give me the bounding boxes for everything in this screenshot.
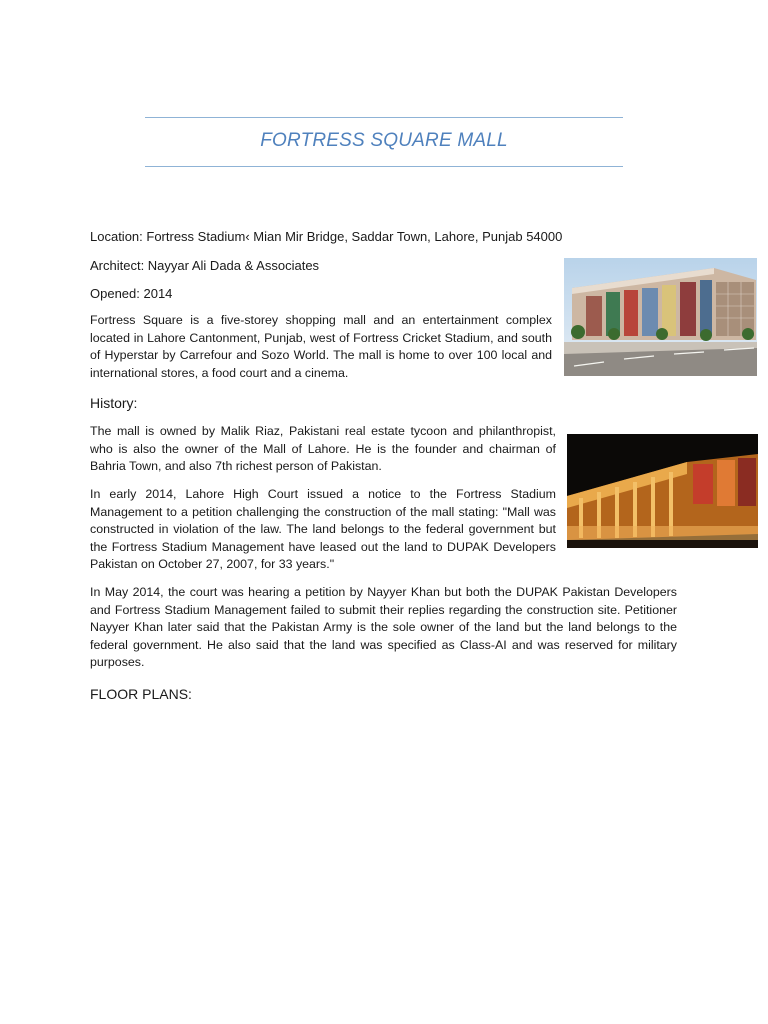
opened-line: Opened: 2014 [90, 286, 173, 301]
history-paragraph-1: The mall is owned by Malik Riaz, Pakistani real estate tycoon and philanthropist, who is also the owner of the Mall of Lahore. He is the founder and chairman of Bahria Town, and also 7th richest person of Pakistan. [90, 424, 556, 474]
title-rule-bottom [145, 166, 623, 167]
title-rule-top [145, 117, 623, 118]
mall-daytime-photo [564, 258, 757, 376]
location-line: Location: Fortress Stadium‹ Mian Mir Bridge, Saddar Town, Lahore, Punjab 54000 [90, 229, 563, 244]
history-paragraph-3: In May 2014, the court was hearing a petition by Nayyer Khan but both the DUPAK Pakistan Developers and Fortress Stadium Management failed to submit their replies regarding the construction site. Petitioner Nayyer Khan later said that the Pakistan Army is the sole owner of the land but the land belongs to the federal government. He also said that the land was specified as Class-AI and was reserved for military purposes. [90, 585, 677, 670]
architect-line: Architect: Nayyar Ali Dada & Associates [90, 258, 320, 273]
history-heading: History: [90, 395, 138, 411]
floor-plans-heading: FLOOR PLANS: [90, 686, 192, 702]
page-title: FORTRESS SQUARE MALL [260, 130, 508, 151]
history-paragraph-2: In early 2014, Lahore High Court issued a notice to the Fortress Stadium Management to a petition challenging the construction of the mall stating: "Mall was constructed in violation of the law. The land belongs to the federal government but the Fortress Stadium Management have leased out the land to DUPAK Developers Pakistan on October 27, 2007, for 33 years." [90, 487, 556, 572]
intro-paragraph: Fortress Square is a five-storey shopping mall and an entertainment complex located in Lahore Cantonment, Punjab, west of Fortress Cricket Stadium, and south of Hyperstar by Carrefour and Sozo World. The mall is home to over 100 local and international stores, a food court and a cinema. [90, 313, 552, 380]
mall-night-photo [567, 434, 758, 548]
